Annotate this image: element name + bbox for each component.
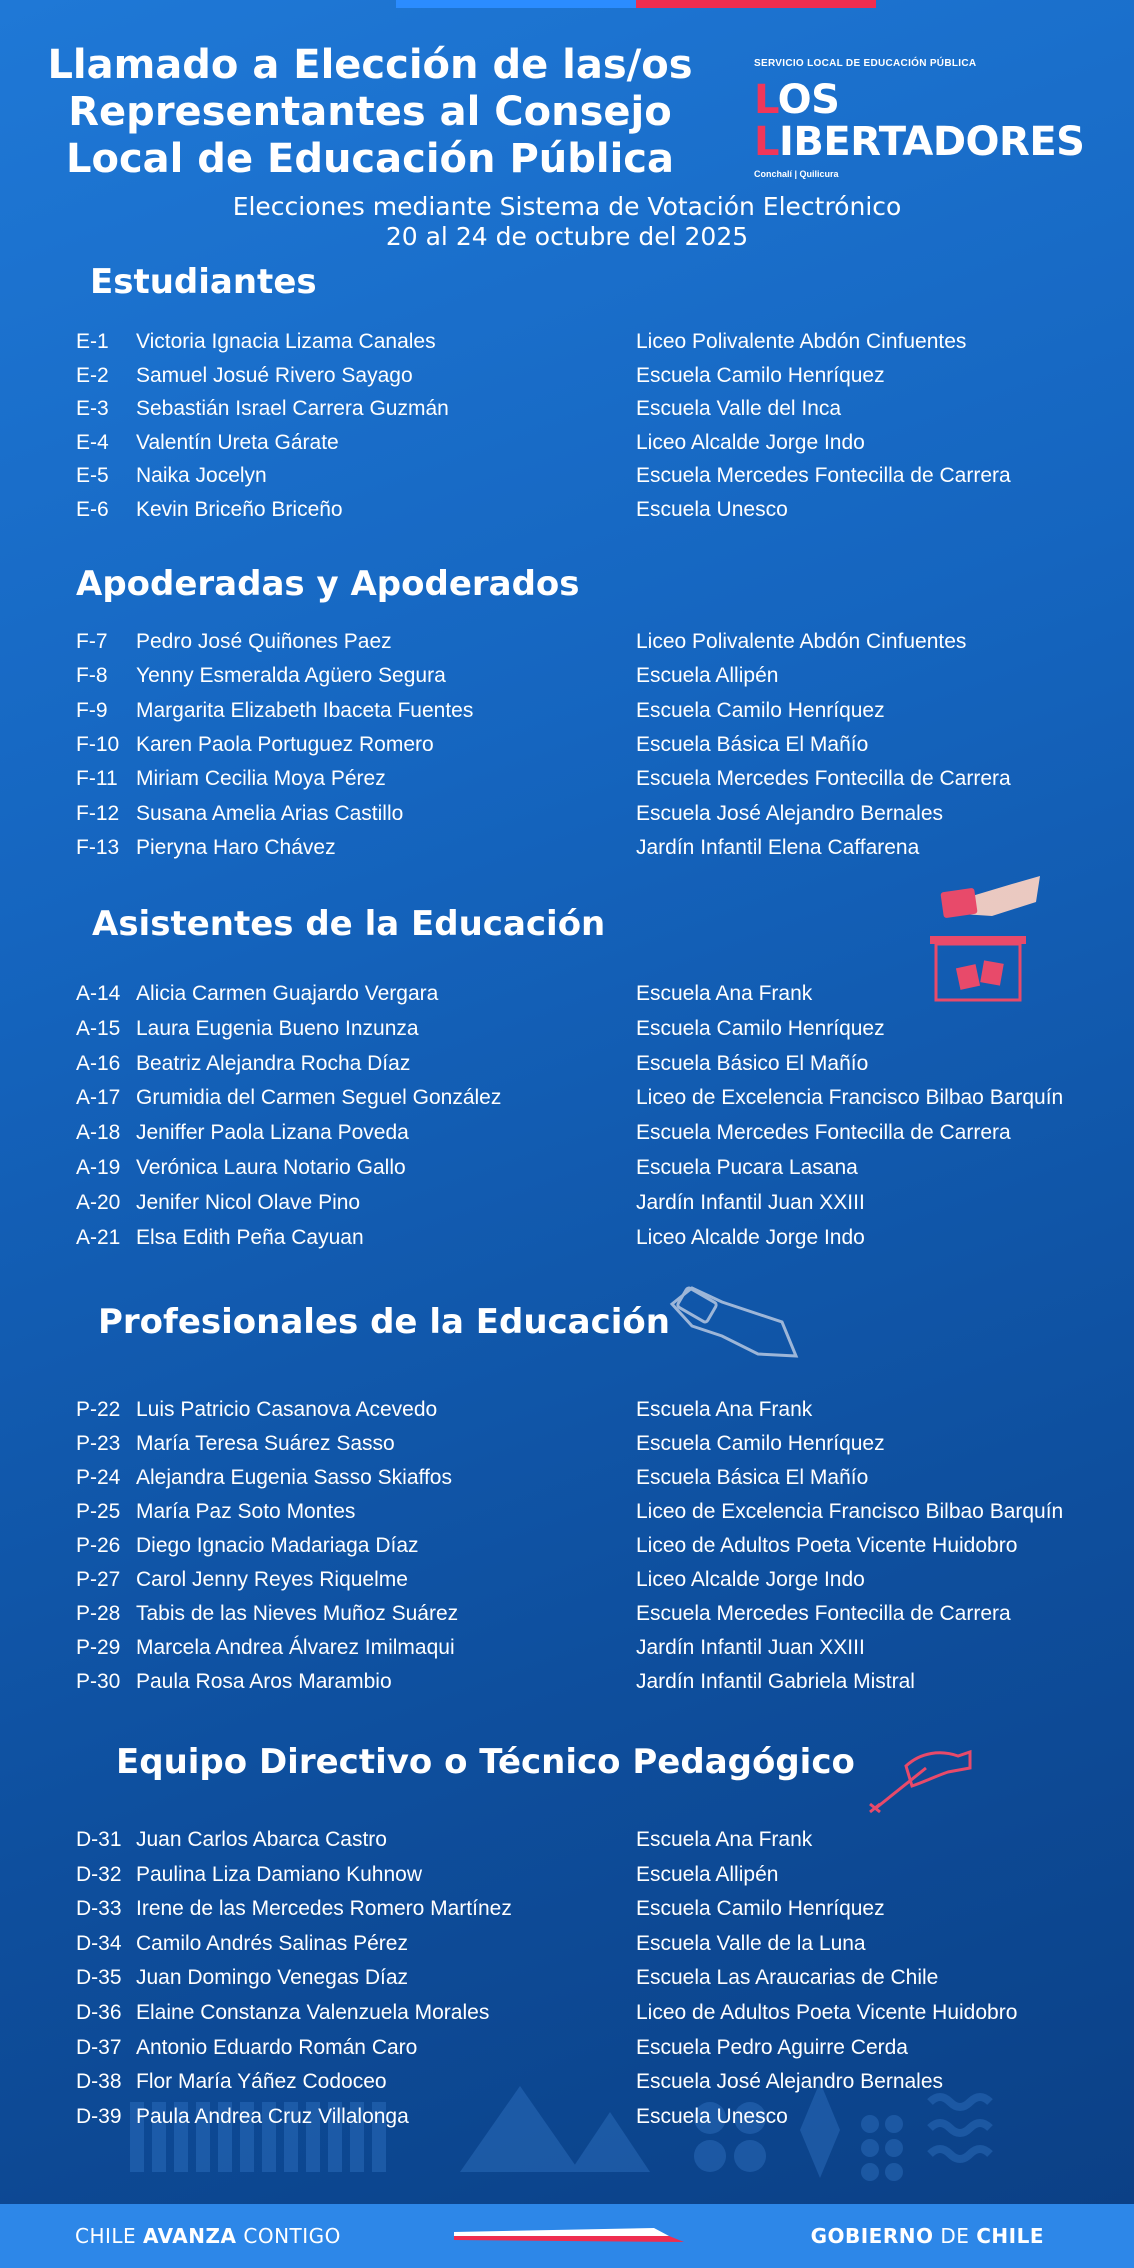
- subtitle-dates: 20 al 24 de octubre del 2025: [385, 222, 749, 251]
- candidate-row: [0, 982, 1134, 1012]
- candidate-code: E-4: [76, 431, 109, 454]
- candidate-code: F-12: [76, 802, 120, 825]
- candidate-code: F-9: [76, 699, 108, 722]
- candidate-code: P-28: [76, 1602, 121, 1625]
- subtitle-method: Elecciones mediante Sistema de Votación Electrónico: [232, 192, 902, 221]
- candidate-school: Jardín Infantil Gabriela Mistral: [636, 1670, 915, 1693]
- logo-line-1: [754, 79, 1074, 121]
- candidate-school: Escuela Valle de la Luna: [636, 1932, 866, 1955]
- candidate-row: [0, 2070, 1134, 2100]
- candidate-school: Liceo de Excelencia Francisco Bilbao Barquín: [636, 1086, 1064, 1109]
- candidate-row: [0, 1191, 1134, 1221]
- candidate-name: Alicia Carmen Guajardo Vergara: [136, 982, 439, 1005]
- candidate-school: Liceo Alcalde Jorge Indo: [636, 431, 865, 454]
- candidate-code: F-10: [76, 733, 120, 756]
- candidate-name: Margarita Elizabeth Ibaceta Fuentes: [136, 699, 474, 722]
- candidate-code: A-16: [76, 1052, 121, 1075]
- candidate-code: D-39: [76, 2105, 122, 2128]
- candidate-school: Escuela Valle del Inca: [636, 397, 842, 420]
- section-title: Equipo Directivo o Técnico Pedagógico: [116, 1742, 855, 1782]
- candidate-name: Laura Eugenia Bueno Inzunza: [136, 1017, 419, 1040]
- candidate-school: Escuela Básico El Mañío: [636, 1052, 869, 1075]
- logo-line-2-rest: IBERTADORES: [779, 119, 1085, 165]
- candidate-code: P-23: [76, 1432, 121, 1455]
- candidate-name: Pedro José Quiñones Paez: [136, 630, 392, 653]
- candidate-row: [0, 1398, 1134, 1428]
- candidate-row: [0, 836, 1134, 866]
- candidate-name: Paula Andrea Cruz Villalonga: [136, 2105, 409, 2128]
- candidate-school: Escuela Allipén: [636, 664, 779, 687]
- candidate-school: Liceo de Adultos Poeta Vicente Huidobro: [636, 2001, 1018, 2024]
- candidate-name: Antonio Eduardo Román Caro: [136, 2036, 418, 2059]
- candidate-row: [0, 364, 1134, 394]
- candidate-name: Karen Paola Portuguez Romero: [136, 733, 434, 756]
- logo-wordmark: [754, 77, 1085, 165]
- candidate-code: A-19: [76, 1156, 121, 1179]
- candidate-row: [0, 1226, 1134, 1256]
- candidate-name: Jenifer Nicol Olave Pino: [136, 1191, 361, 1214]
- candidate-row: [0, 2105, 1134, 2135]
- candidate-code: P-27: [76, 1568, 121, 1591]
- logo-line-1-rest: OS: [777, 77, 840, 123]
- candidate-name: Elaine Constanza Valenzuela Morales: [136, 2001, 490, 2024]
- logo-accent-letter: L: [754, 119, 779, 165]
- logo-communes: Conchalí | Quilicura: [754, 169, 839, 179]
- candidate-row: [0, 1156, 1134, 1186]
- candidate-name: Juan Domingo Venegas Díaz: [136, 1966, 409, 1989]
- candidate-name: Flor María Yáñez Codoceo: [136, 2070, 387, 2093]
- candidate-row: [0, 330, 1134, 360]
- candidate-name: María Paz Soto Montes: [136, 1500, 356, 1523]
- top-bar-blue: [396, 0, 636, 8]
- gov-word-3: CHILE: [976, 2224, 1044, 2248]
- candidate-row: [0, 2036, 1134, 2066]
- section-title: Estudiantes: [90, 262, 317, 302]
- candidate-school: Escuela Mercedes Fontecilla de Carrera: [636, 464, 1011, 487]
- candidate-row: [0, 498, 1134, 528]
- candidate-school: Escuela Camilo Henríquez: [636, 1432, 885, 1455]
- candidate-row: [0, 1017, 1134, 1047]
- candidate-school: Jardín Infantil Juan XXIII: [636, 1636, 865, 1659]
- candidate-school: Escuela Camilo Henríquez: [636, 364, 885, 387]
- candidate-code: E-1: [76, 330, 109, 353]
- candidate-code: P-22: [76, 1398, 121, 1421]
- candidate-name: Susana Amelia Arias Castillo: [136, 802, 404, 825]
- candidate-code: E-3: [76, 397, 109, 420]
- candidate-row: [0, 699, 1134, 729]
- candidate-code: D-38: [76, 2070, 122, 2093]
- candidate-school: Escuela Básica El Mañío: [636, 1466, 869, 1489]
- candidate-code: D-33: [76, 1897, 122, 1920]
- candidate-code: P-25: [76, 1500, 121, 1523]
- candidate-name: María Teresa Suárez Sasso: [136, 1432, 395, 1455]
- candidate-school: Escuela Pucara Lasana: [636, 1156, 858, 1179]
- candidate-school: Liceo Polivalente Abdón Cinfuentes: [636, 330, 967, 353]
- candidate-school: Liceo Alcalde Jorge Indo: [636, 1568, 865, 1591]
- candidate-code: A-21: [76, 1226, 121, 1249]
- candidate-school: Escuela Camilo Henríquez: [636, 1017, 885, 1040]
- slogan-bold: AVANZA: [143, 2224, 237, 2248]
- candidate-name: Marcela Andrea Álvarez Imilmaqui: [136, 1636, 455, 1659]
- candidate-name: Irene de las Mercedes Romero Martínez: [136, 1897, 512, 1920]
- candidate-code: A-20: [76, 1191, 121, 1214]
- candidate-code: F-13: [76, 836, 120, 859]
- gov-word-1: GOBIERNO: [810, 2224, 934, 2248]
- candidate-name: Valentín Ureta Gárate: [136, 431, 339, 454]
- candidate-code: D-36: [76, 2001, 122, 2024]
- candidate-school: Escuela Ana Frank: [636, 1398, 813, 1421]
- title-line: Local de Educación Pública: [66, 136, 674, 182]
- candidate-name: Verónica Laura Notario Gallo: [136, 1156, 406, 1179]
- candidate-row: [0, 1932, 1134, 1962]
- candidate-row: [0, 733, 1134, 763]
- candidate-code: D-37: [76, 2036, 122, 2059]
- top-color-bar: [396, 0, 876, 8]
- gov-word-2: DE: [933, 2224, 977, 2248]
- signature-pen-icon: [866, 1742, 976, 1814]
- top-bar-red: [636, 0, 876, 8]
- candidate-row: [0, 1121, 1134, 1151]
- candidate-row: [0, 1568, 1134, 1598]
- candidate-name: Naika Jocelyn: [136, 464, 267, 487]
- candidate-code: F-11: [76, 767, 118, 790]
- candidate-name: Beatriz Alejandra Rocha Díaz: [136, 1052, 411, 1075]
- candidate-row: [0, 1636, 1134, 1666]
- candidate-name: Juan Carlos Abarca Castro: [136, 1828, 387, 1851]
- candidate-school: Escuela Unesco: [636, 498, 788, 521]
- candidate-name: Luis Patricio Casanova Acevedo: [136, 1398, 438, 1421]
- flag-stripe-decoration: [454, 2226, 684, 2242]
- candidate-code: D-32: [76, 1863, 122, 1886]
- candidate-row: [0, 1828, 1134, 1858]
- candidate-school: Liceo Alcalde Jorge Indo: [636, 1226, 865, 1249]
- candidate-row: [0, 1966, 1134, 1996]
- candidate-name: Jeniffer Paola Lizana Poveda: [136, 1121, 409, 1144]
- candidate-row: [0, 1500, 1134, 1530]
- candidate-name: Pieryna Haro Chávez: [136, 836, 336, 859]
- candidate-code: F-8: [76, 664, 108, 687]
- candidate-code: P-26: [76, 1534, 121, 1557]
- candidate-row: [0, 1086, 1134, 1116]
- candidate-code: D-31: [76, 1828, 122, 1851]
- candidate-school: Escuela Ana Frank: [636, 982, 813, 1005]
- candidate-row: [0, 1602, 1134, 1632]
- candidate-row: [0, 1432, 1134, 1462]
- candidate-name: Victoria Ignacia Lizama Canales: [136, 330, 436, 353]
- candidate-school: Jardín Infantil Elena Caffarena: [636, 836, 920, 859]
- candidate-row: [0, 1052, 1134, 1082]
- footer-government: [811, 2224, 1044, 2248]
- candidate-code: A-14: [76, 982, 121, 1005]
- candidate-name: Grumidia del Carmen Seguel González: [136, 1086, 502, 1109]
- candidate-code: P-24: [76, 1466, 121, 1489]
- candidate-school: Liceo Polivalente Abdón Cinfuentes: [636, 630, 967, 653]
- candidate-school: Escuela Ana Frank: [636, 1828, 813, 1851]
- candidate-code: E-2: [76, 364, 109, 387]
- candidate-school: Escuela Mercedes Fontecilla de Carrera: [636, 767, 1011, 790]
- candidate-row: [0, 664, 1134, 694]
- candidate-name: Samuel Josué Rivero Sayago: [136, 364, 413, 387]
- candidate-school: Escuela Unesco: [636, 2105, 788, 2128]
- candidate-school: Escuela Camilo Henríquez: [636, 699, 885, 722]
- candidate-school: Escuela Mercedes Fontecilla de Carrera: [636, 1121, 1011, 1144]
- candidate-school: Escuela José Alejandro Bernales: [636, 2070, 944, 2093]
- section-title: Asistentes de la Educación: [92, 904, 606, 944]
- candidate-code: D-35: [76, 1966, 122, 1989]
- page-title: [20, 42, 720, 183]
- candidate-school: Liceo de Adultos Poeta Vicente Huidobro: [636, 1534, 1018, 1557]
- candidate-row: [0, 1466, 1134, 1496]
- candidate-row: [0, 431, 1134, 461]
- candidate-name: Camilo Andrés Salinas Pérez: [136, 1932, 408, 1955]
- candidate-name: Kevin Briceño Briceño: [136, 498, 343, 521]
- candidate-name: Miriam Cecilia Moya Pérez: [136, 767, 386, 790]
- candidate-row: [0, 630, 1134, 660]
- candidate-name: Sebastián Israel Carrera Guzmán: [136, 397, 449, 420]
- candidate-school: Jardín Infantil Juan XXIII: [636, 1191, 865, 1214]
- candidate-code: A-18: [76, 1121, 121, 1144]
- candidate-name: Paula Rosa Aros Marambio: [136, 1670, 392, 1693]
- candidate-code: D-34: [76, 1932, 122, 1955]
- candidate-name: Paulina Liza Damiano Kuhnow: [136, 1863, 423, 1886]
- candidate-row: [0, 802, 1134, 832]
- candidate-row: [0, 1863, 1134, 1893]
- candidate-school: Escuela Camilo Henríquez: [636, 1897, 885, 1920]
- candidate-name: Diego Ignacio Madariaga Díaz: [136, 1534, 419, 1557]
- candidate-school: Escuela José Alejandro Bernales: [636, 802, 944, 825]
- candidate-name: Tabis de las Nieves Muñoz Suárez: [136, 1602, 459, 1625]
- candidate-row: [0, 2001, 1134, 2031]
- candidate-code: F-7: [76, 630, 108, 653]
- candidate-name: Carol Jenny Reyes Riquelme: [136, 1568, 408, 1591]
- candidate-school: Escuela Mercedes Fontecilla de Carrera: [636, 1602, 1011, 1625]
- logo-line-2: [754, 119, 1085, 165]
- candidate-school: Escuela Allipén: [636, 1863, 779, 1886]
- candidate-row: [0, 464, 1134, 494]
- candidate-name: Yenny Esmeralda Agüero Segura: [136, 664, 446, 687]
- candidate-row: [0, 1897, 1134, 1927]
- candidate-code: E-6: [76, 498, 109, 521]
- candidate-row: [0, 397, 1134, 427]
- logo-service-label: SERVICIO LOCAL DE EDUCACIÓN PÚBLICA: [754, 58, 977, 69]
- footer-bar: [0, 2204, 1134, 2268]
- candidate-school: Escuela Pedro Aguirre Cerda: [636, 2036, 908, 2059]
- candidate-row: [0, 767, 1134, 797]
- candidate-school: Escuela Básica El Mañío: [636, 733, 869, 756]
- election-subtitle: [0, 192, 1134, 252]
- candidate-code: P-29: [76, 1636, 121, 1659]
- candidate-code: E-5: [76, 464, 109, 487]
- candidate-school: Liceo de Excelencia Francisco Bilbao Barquín: [636, 1500, 1064, 1523]
- slogan-suffix: CONTIGO: [236, 2224, 341, 2248]
- candidate-code: A-17: [76, 1086, 121, 1109]
- section-title: Profesionales de la Educación: [98, 1302, 670, 1342]
- candidate-code: P-30: [76, 1670, 121, 1693]
- title-line: Llamado a Elección de las/os: [47, 42, 693, 88]
- candidate-code: A-15: [76, 1017, 121, 1040]
- logo-accent-letter: L: [754, 77, 778, 123]
- section-title: Apoderadas y Apoderados: [76, 564, 580, 604]
- slogan-prefix: CHILE: [75, 2224, 144, 2248]
- title-line: Representantes al Consejo: [68, 89, 672, 135]
- candidate-name: Alejandra Eugenia Sasso Skiaffos: [136, 1466, 452, 1489]
- candidate-school: Escuela Las Araucarias de Chile: [636, 1966, 939, 1989]
- hand-card-icon: [662, 1282, 802, 1362]
- footer-slogan: [75, 2224, 341, 2248]
- candidate-row: [0, 1670, 1134, 1700]
- candidate-name: Elsa Edith Peña Cayuan: [136, 1226, 364, 1249]
- candidate-row: [0, 1534, 1134, 1564]
- los-libertadores-logo: [754, 58, 1085, 179]
